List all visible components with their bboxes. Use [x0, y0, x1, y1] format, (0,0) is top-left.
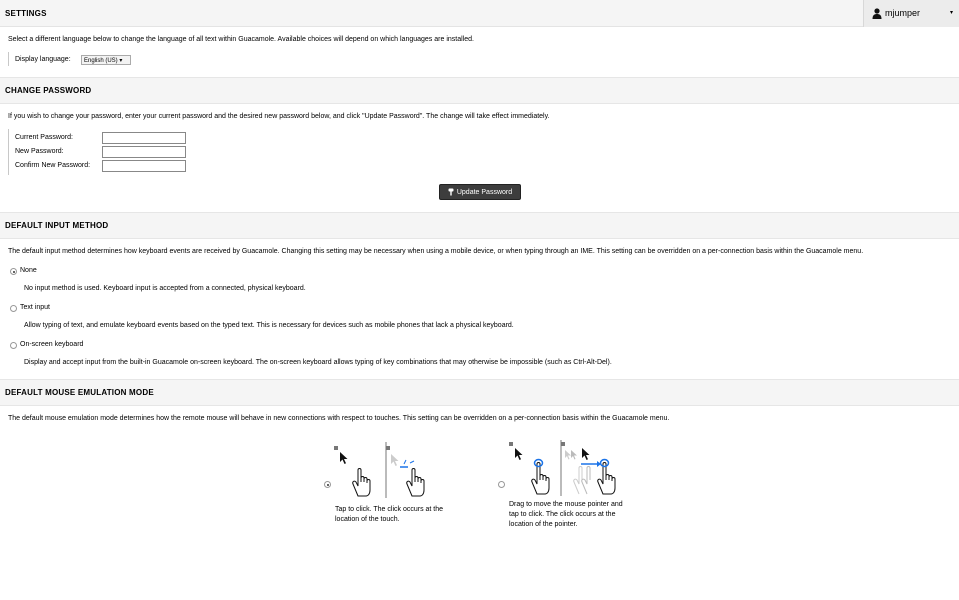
- touchpad-mode-illustration: [507, 438, 627, 498]
- mouse-absolute-caption: Tap to click. The click occurs at the location of the touch.: [335, 506, 444, 523]
- change-password-header: [0, 77, 959, 104]
- display-language-select[interactable]: English (US) ▾: [81, 55, 131, 65]
- input-osk-label: On-screen keyboard: [20, 341, 84, 348]
- new-password-label: New Password:: [15, 148, 64, 155]
- user-menu[interactable]: [863, 0, 959, 27]
- key-icon: [448, 188, 454, 196]
- language-description: Select a different language below to change the language of all text within Guacamole. Available choices will depend on which languages are installed.: [8, 36, 474, 43]
- settings-header: [0, 0, 959, 27]
- mouse-relative-caption: Drag to move the mouse pointer and tap to click. The click occurs at the location of the pointer.: [509, 501, 623, 528]
- confirm-password-label: Confirm New Password:: [15, 162, 91, 169]
- input-text-radio[interactable]: [10, 305, 17, 312]
- input-none-label: None: [20, 267, 37, 274]
- mouse-mode-description: The default mouse emulation mode determines how the remote mouse will behave in new connections with respect to touches. This setting can be overridden on a per-connection basis within the Guacamole menu.: [8, 415, 670, 422]
- mouse-relative-radio[interactable]: [498, 481, 505, 488]
- new-password-field[interactable]: [102, 146, 186, 158]
- mouse-mode-header: [0, 379, 959, 406]
- change-password-title: CHANGE PASSWORD: [5, 86, 92, 95]
- update-password-label: Update Password: [456, 188, 513, 196]
- language-field-group: [8, 52, 9, 66]
- input-method-header: [0, 212, 959, 239]
- mouse-mode-title: DEFAULT MOUSE EMULATION MODE: [5, 388, 154, 397]
- password-description: If you wish to change your password, enter your current password and the desired new password below, and click "Update Password". The change will take effect immediately.: [8, 113, 550, 120]
- touchscreen-mode-illustration: [332, 440, 432, 500]
- input-none-description: No input method is used. Keyboard input is accepted from a connected, physical keyboard.: [24, 285, 306, 292]
- input-text-description: Allow typing of text, and emulate keyboard events based on the typed text. This is necessary for devices such as mobile phones that lack a physical keyboard.: [24, 322, 514, 329]
- chevron-down-icon: ▾: [950, 10, 954, 16]
- username: mjumper: [885, 8, 921, 18]
- current-password-field[interactable]: [102, 132, 186, 144]
- input-method-title: DEFAULT INPUT METHOD: [5, 221, 109, 230]
- user-icon: [872, 8, 882, 19]
- confirm-password-field[interactable]: [102, 160, 186, 172]
- update-password-button[interactable]: [439, 184, 521, 200]
- display-language-label: Display language:: [15, 56, 71, 63]
- current-password-label: Current Password:: [15, 134, 73, 141]
- input-none-radio[interactable]: [10, 268, 17, 275]
- page-title: SETTINGS: [5, 9, 47, 18]
- input-osk-radio[interactable]: [10, 342, 17, 349]
- input-osk-description: Display and accept input from the built-in Guacamole on-screen keyboard. The on-screen keyboard allows typing of key combinations that may otherwise be impossible (such as Ctrl-Alt-Del).: [24, 359, 612, 366]
- input-method-description: The default input method determines how keyboard events are received by Guacamole. Changing this setting may be necessary when using a mobile device, or when typing through an IME. This setting can be overridden on a per-connection basis within the Guacamole menu.: [8, 248, 864, 255]
- input-text-label: Text input: [20, 304, 50, 311]
- mouse-absolute-radio[interactable]: [324, 481, 331, 488]
- password-field-group: [8, 129, 9, 175]
